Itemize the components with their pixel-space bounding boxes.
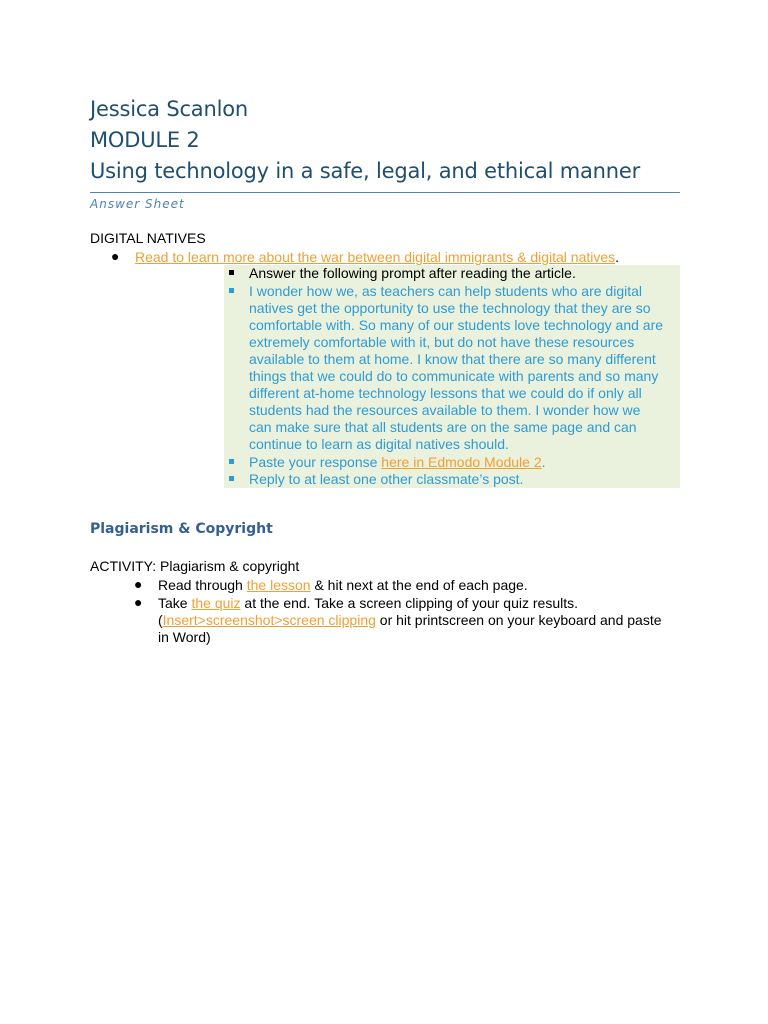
response-line: natives get the opportunity to use the technology that they are so [249,300,651,316]
response-line: I wonder how we, as teachers can help students who are digital [249,283,643,299]
square-bullet-icon [229,459,234,464]
paste-suffix: . [541,454,546,470]
quiz-line-3: in Word) [158,629,211,645]
response-line: comfortable with. So many of our students love technology and are [249,317,664,333]
plagiarism-heading: Plagiarism & Copyright [90,521,273,537]
lesson-prefix: Read through [158,577,247,593]
quiz-line-2 [158,612,680,629]
paste-prefix: Paste your response [249,454,382,470]
lesson-bullet [158,577,528,594]
activity-label: ACTIVITY: Plagiarism & copyright [90,558,300,574]
printscreen-text: or hit printscreen on your keyboard and paste [375,612,662,628]
quiz-line-1 [158,595,680,612]
prompt-text: Answer the following prompt after reading the article. [249,265,576,281]
bullet-dot-icon: ● [134,594,143,610]
module-label: MODULE 2 [90,128,200,152]
square-bullet-icon [229,270,234,275]
bullet-dot-icon: ● [111,248,120,264]
square-bullet-icon [229,288,234,293]
document-title: Using technology in a safe, legal, and ethical manner [90,159,641,183]
response-line: available to them at home. I know that there are so many different [249,351,656,367]
article-bullet [135,249,619,266]
edmodo-link[interactable]: here in Edmodo Module 2 [381,454,542,470]
article-link[interactable]: Read to learn more about the war between digital immigrants & digital natives [135,249,616,265]
screen-clipping-link[interactable]: Insert>screenshot>screen clipping [162,612,376,628]
square-bullet-icon [229,476,234,481]
response-line: continue to learn as digital natives should. [249,436,509,452]
response-line: can make sure that all students are on the same page and can [249,419,637,435]
response-line: students had the resources available to them. I wonder how we [249,402,641,418]
response-paragraph [249,283,679,453]
response-line: things that we could do to communicate with parents and so many [249,368,659,384]
paste-instruction [249,454,679,471]
quiz-link[interactable]: the quiz [191,595,241,611]
title-block [90,94,680,187]
author-name: Jessica Scanlon [90,97,248,121]
article-link-period: . [615,249,620,265]
quiz-prefix: Take [158,595,192,611]
quiz-suffix: at the end. Take a screen clipping of your quiz results. [240,595,579,611]
response-line: extremely comfortable with it, but do not have these resources [249,334,635,350]
lesson-link[interactable]: the lesson [246,577,311,593]
reply-instruction: Reply to at least one other classmate’s post. [249,471,524,487]
paren-open: ( [158,612,163,628]
quiz-bullet [158,595,680,646]
lesson-suffix: & hit next at the end of each page. [310,577,528,593]
response-line: different at-home technology lessons that we could do if only all [249,385,642,401]
digital-natives-heading: DIGITAL NATIVES [90,230,206,246]
subtitle: Answer Sheet [90,197,185,211]
bullet-dot-icon: ● [134,576,143,592]
title-divider [90,192,680,193]
